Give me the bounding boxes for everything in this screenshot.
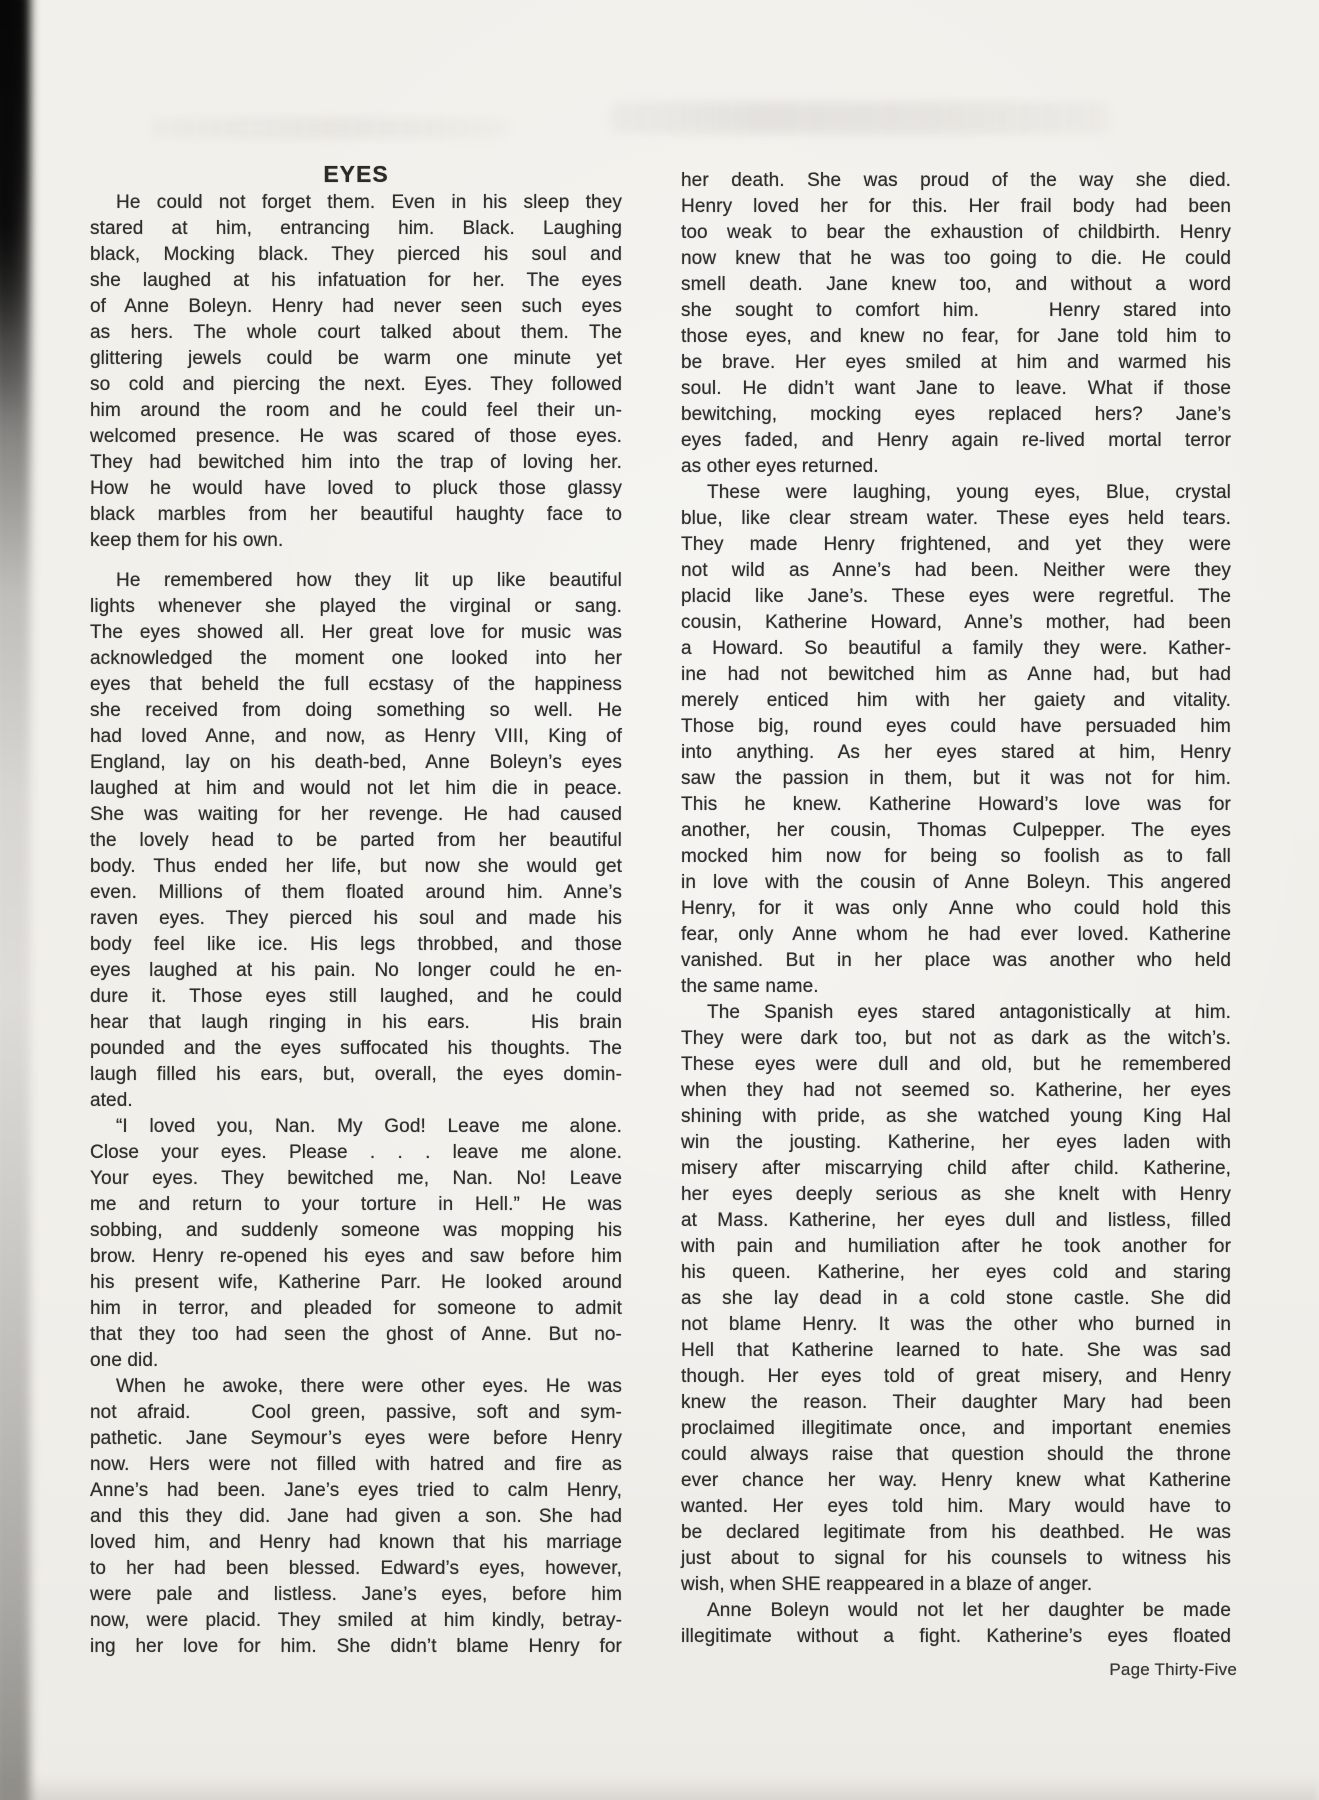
text-line: of Anne Boleyn. Henry had never seen such eyes bbox=[90, 296, 622, 317]
text-line: knew the reason. Their daughter Mary had been bbox=[681, 1392, 1231, 1413]
text-line: body. Thus ended her life, but now she would get bbox=[90, 856, 622, 877]
text-line: misery after miscarrying child after child. Katherine, bbox=[681, 1158, 1231, 1179]
text-line: she sought to comfort him. Henry stared into bbox=[681, 300, 1231, 321]
text-line: a Howard. So beautiful a family they were. Kather- bbox=[681, 638, 1231, 659]
text-line: not blame Henry. It was the other who burned in bbox=[681, 1314, 1231, 1335]
text-line: fear, only Anne whom he had ever loved. Katherine bbox=[681, 924, 1231, 945]
text-line: when they had not seemed so. Katherine, her eyes bbox=[681, 1080, 1231, 1101]
text-line: soul. He didn’t want Jane to leave. What if those bbox=[681, 378, 1231, 399]
text-line: body feel like ice. His legs throbbed, and those bbox=[90, 934, 622, 955]
scan-bottom-shadow bbox=[0, 1776, 1319, 1800]
text-column-left bbox=[90, 158, 622, 1660]
text-line: bewitching, mocking eyes replaced hers? Jane’s bbox=[681, 404, 1231, 425]
text-line: the same name. bbox=[681, 976, 819, 997]
text-line: brow. Henry re-opened his eyes and saw before him bbox=[90, 1246, 622, 1267]
text-line: They had bewitched him into the trap of loving her. bbox=[90, 452, 622, 473]
text-line: illegitimate without a fight. Katherine’s eyes floated bbox=[681, 1626, 1231, 1647]
text-line: be declared legitimate from his deathbed. He was bbox=[681, 1522, 1231, 1543]
text-line: Hell that Katherine learned to hate. She was sad bbox=[681, 1340, 1231, 1361]
text-line: Those big, round eyes could have persuaded him bbox=[681, 716, 1231, 737]
text-line: wish, when SHE reappeared in a blaze of anger. bbox=[681, 1574, 1093, 1595]
text-line: with pain and humiliation after he took another for bbox=[681, 1236, 1231, 1257]
text-line: as hers. The whole court talked about them. The bbox=[90, 322, 622, 343]
column-body bbox=[90, 190, 622, 1660]
paragraph bbox=[90, 190, 622, 554]
text-line: England, lay on his death-bed, Anne Boleyn’s eyes bbox=[90, 752, 622, 773]
column-body bbox=[681, 168, 1231, 1650]
text-line: cousin, Katherine Howard, Anne’s mother, had been bbox=[681, 612, 1231, 633]
text-line: He could not forget them. Even in his sleep they bbox=[116, 192, 622, 213]
text-line: she laughed at his infatuation for her. The eyes bbox=[90, 270, 622, 291]
text-line: though. Her eyes told of great misery, and Henry bbox=[681, 1366, 1231, 1387]
paragraph bbox=[681, 1598, 1231, 1650]
text-line: those eyes, and knew no fear, for Jane told him to bbox=[681, 326, 1231, 347]
text-line: He remembered how they lit up like beautiful bbox=[116, 570, 622, 591]
text-line: too weak to bear the exhaustion of childbirth. Henry bbox=[681, 222, 1231, 243]
text-line: Anne Boleyn would not let her daughter be made bbox=[707, 1600, 1231, 1621]
text-line: his queen. Katherine, her eyes cold and staring bbox=[681, 1262, 1231, 1283]
text-line: black marbles from her beautiful haughty face to bbox=[90, 504, 622, 525]
text-line: eyes laughed at his pain. No longer could he en- bbox=[90, 960, 622, 981]
text-line: just about to signal for his counsels to witness his bbox=[681, 1548, 1231, 1569]
paragraph bbox=[681, 168, 1231, 480]
text-line: at Mass. Katherine, her eyes dull and listless, filled bbox=[681, 1210, 1231, 1231]
text-line: When he awoke, there were other eyes. He was bbox=[116, 1376, 622, 1397]
text-line: lights whenever she played the virginal or sang. bbox=[90, 596, 622, 617]
text-line: They were dark too, but not as dark as the witch’s. bbox=[681, 1028, 1231, 1049]
text-line: now, were placid. They smiled at him kindly, betray- bbox=[90, 1610, 622, 1631]
paragraph bbox=[90, 568, 622, 1114]
text-line: another, her cousin, Thomas Culpepper. The eyes bbox=[681, 820, 1231, 841]
paragraph bbox=[681, 1000, 1231, 1598]
text-line: vanished. But in her place was another who held bbox=[681, 950, 1231, 971]
text-line: Your eyes. They bewitched me, Nan. No! Leave bbox=[90, 1168, 622, 1189]
text-line: as she lay dead in a cold stone castle. She did bbox=[681, 1288, 1231, 1309]
text-line: ing her love for him. She didn’t blame Henry for bbox=[90, 1636, 622, 1657]
text-line: ine had not bewitched him as Anne had, but had bbox=[681, 664, 1231, 685]
text-line: Anne’s had been. Jane’s eyes tried to calm Henry, bbox=[90, 1480, 622, 1501]
text-line: her death. She was proud of the way she died. bbox=[681, 170, 1231, 191]
text-line: into anything. As her eyes stared at him, Henry bbox=[681, 742, 1231, 763]
text-line: pounded and the eyes suffocated his thoughts. The bbox=[90, 1038, 622, 1059]
text-line: that they too had seen the ghost of Anne. But no- bbox=[90, 1324, 622, 1345]
text-line: she received from doing something so well. He bbox=[90, 700, 622, 721]
text-line: now knew that he was too going to die. He could bbox=[681, 248, 1231, 269]
text-line: in love with the cousin of Anne Boleyn. This angered bbox=[681, 872, 1231, 893]
text-line: Close your eyes. Please . . . leave me alone. bbox=[90, 1142, 622, 1163]
text-line: stared at him, entrancing him. Black. Laughing bbox=[90, 218, 622, 239]
text-line: keep them for his own. bbox=[90, 530, 284, 551]
text-line: win the jousting. Katherine, her eyes laden with bbox=[681, 1132, 1231, 1153]
text-line: him in terror, and pleaded for someone to admit bbox=[90, 1298, 622, 1319]
text-line: proclaimed illegitimate once, and important enemies bbox=[681, 1418, 1231, 1439]
text-line: wanted. Her eyes told him. Mary would have to bbox=[681, 1496, 1231, 1517]
text-line: laugh filled his ears, but, overall, the eyes domin- bbox=[90, 1064, 622, 1085]
scan-edge-artifact bbox=[0, 0, 20, 418]
text-line: not wild as Anne’s had been. Neither were they bbox=[681, 560, 1231, 581]
text-line: loved him, and Henry had known that his marriage bbox=[90, 1532, 622, 1553]
text-line: These were laughing, young eyes, Blue, crystal bbox=[707, 482, 1231, 503]
text-line: not afraid. Cool green, passive, soft and sym- bbox=[90, 1402, 622, 1423]
text-line: smell death. Jane knew too, and without a word bbox=[681, 274, 1231, 295]
text-line: eyes faded, and Henry again re-lived mortal terror bbox=[681, 430, 1231, 451]
text-line: The Spanish eyes stared antagonistically at him. bbox=[707, 1002, 1231, 1023]
text-line: shining with pride, as she watched young King Hal bbox=[681, 1106, 1231, 1127]
article-title: EYES bbox=[323, 161, 389, 187]
text-line: me and return to your torture in Hell.” He was bbox=[90, 1194, 622, 1215]
text-line: mocked him now for being so foolish as to fall bbox=[681, 846, 1231, 867]
text-line: her eyes deeply serious as she knelt with Henry bbox=[681, 1184, 1231, 1205]
text-line: They made Henry frightened, and yet they were bbox=[681, 534, 1231, 555]
text-line: glittering jewels could be warm one minute yet bbox=[90, 348, 622, 369]
text-line: “I loved you, Nan. My God! Leave me alone. bbox=[116, 1116, 622, 1137]
text-line: so cold and piercing the next. Eyes. They followed bbox=[90, 374, 622, 395]
paragraph bbox=[90, 1114, 622, 1374]
text-line: and this they did. Jane had given a son. She had bbox=[90, 1506, 622, 1527]
text-line: merely enticed him with her gaiety and vitality. bbox=[681, 690, 1231, 711]
text-line: laughed at him and would not let him die in peace. bbox=[90, 778, 622, 799]
page-number: Page Thirty-Five bbox=[1109, 1660, 1237, 1679]
text-line: raven eyes. They pierced his soul and made his bbox=[90, 908, 622, 929]
text-line: The eyes showed all. Her great love for music was bbox=[90, 622, 622, 643]
text-line: dure it. Those eyes still laughed, and he could bbox=[90, 986, 622, 1007]
bleed-through-artifact bbox=[150, 118, 510, 138]
text-line: She was waiting for her revenge. He had caused bbox=[90, 804, 622, 825]
text-line: ated. bbox=[90, 1090, 133, 1111]
text-line: to her had been blessed. Edward’s eyes, however, bbox=[90, 1558, 622, 1579]
text-line: These eyes were dull and old, but he remembered bbox=[681, 1054, 1231, 1075]
text-line: placid like Jane’s. These eyes were regretful. The bbox=[681, 586, 1231, 607]
bleed-through-artifact bbox=[610, 102, 1110, 134]
text-line: How he would have loved to pluck those glassy bbox=[90, 478, 622, 499]
text-line: the lovely head to be parted from her beautiful bbox=[90, 830, 622, 851]
text-line: him around the room and he could feel their un- bbox=[90, 400, 622, 421]
text-line: black, Mocking black. They pierced his soul and bbox=[90, 244, 622, 265]
text-line: could always raise that question should the throne bbox=[681, 1444, 1231, 1465]
text-line: now. Hers were not filled with hatred and fire as bbox=[90, 1454, 622, 1475]
text-line: be brave. Her eyes smiled at him and warmed his bbox=[681, 352, 1231, 373]
text-line: Henry loved her for this. Her frail body had been bbox=[681, 196, 1231, 217]
text-column-right bbox=[681, 168, 1231, 1650]
text-line: blue, like clear stream water. These eyes held tears. bbox=[681, 508, 1231, 529]
text-line: one did. bbox=[90, 1350, 159, 1371]
text-line: Henry, for it was only Anne who could hold this bbox=[681, 898, 1231, 919]
paragraph bbox=[681, 480, 1231, 1000]
text-line: acknowledged the moment one looked into her bbox=[90, 648, 622, 669]
text-line: as other eyes returned. bbox=[681, 456, 879, 477]
text-line: were pale and listless. Jane’s eyes, before him bbox=[90, 1584, 622, 1605]
text-line: even. Millions of them floated around him. Anne’s bbox=[90, 882, 622, 903]
text-line: his present wife, Katherine Parr. He looked around bbox=[90, 1272, 622, 1293]
text-line: sobbing, and suddenly someone was mopping his bbox=[90, 1220, 622, 1241]
text-line: welcomed presence. He was scared of those eyes. bbox=[90, 426, 622, 447]
text-line: eyes that beheld the full ecstasy of the happiness bbox=[90, 674, 622, 695]
text-line: ever chance her way. Henry knew what Katherine bbox=[681, 1470, 1231, 1491]
text-line: saw the passion in them, but it was not for him. bbox=[681, 768, 1231, 789]
text-line: pathetic. Jane Seymour’s eyes were before Henry bbox=[90, 1428, 622, 1449]
text-line: This he knew. Katherine Howard’s love was for bbox=[681, 794, 1231, 815]
paragraph bbox=[90, 1374, 622, 1660]
text-line: hear that laugh ringing in his ears. His brain bbox=[90, 1012, 622, 1033]
text-line: had loved Anne, and now, as Henry VIII, King of bbox=[90, 726, 622, 747]
